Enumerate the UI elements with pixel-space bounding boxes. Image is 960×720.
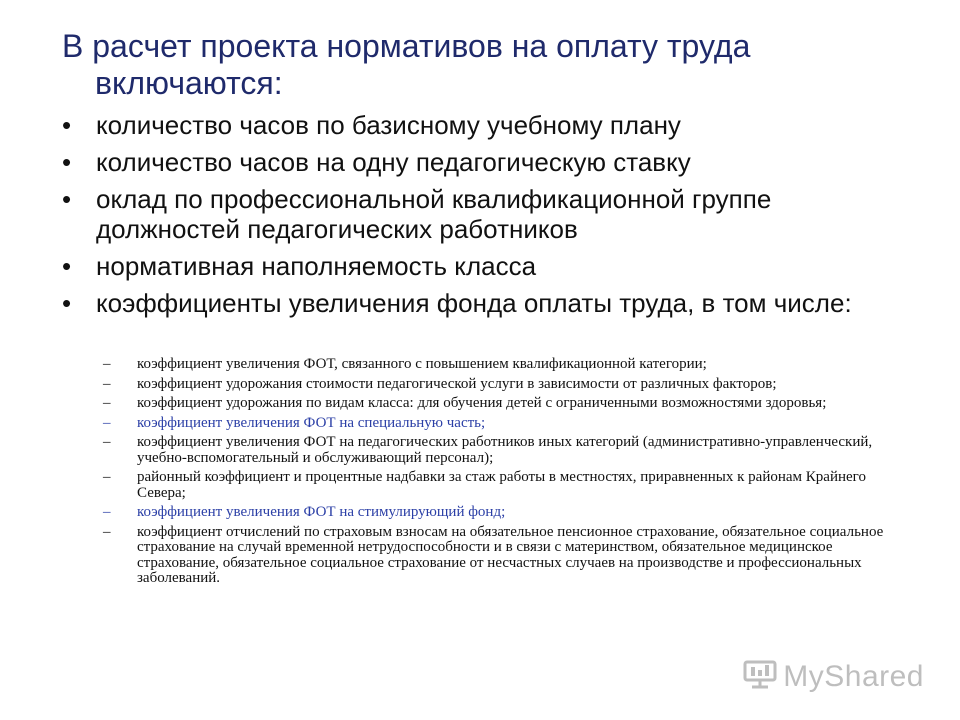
- sub-bullet-item: – коэффициент отчислений по страховым взносам на обязательное пенсионное страхование, обязательное социальное страхование на случай временной нетрудоспособности и в связи с материнством, обязательное медицинское страхование, обязательное социальное страхование от несчастных случаев на производстве и профессиональных заболеваний.: [103, 525, 903, 587]
- sub-bullet-item-highlighted: – коэффициент увеличения ФОТ на специальную часть;: [103, 416, 903, 432]
- presentation-screen-icon: [743, 659, 777, 694]
- sub-bullet-list: [103, 357, 903, 591]
- bullet-item: • оклад по профессиональной квалификационной группе должностей педагогических работников: [62, 184, 922, 244]
- bullet-item: • нормативная наполняемость класса: [62, 251, 922, 281]
- sub-bullet-item: – коэффициент увеличения ФОТ, связанного с повышением квалификационной категории;: [103, 357, 903, 373]
- sub-bullet-item: – коэффициент удорожания стоимости педагогической услуги в зависимости от различных факторов;: [103, 377, 903, 393]
- sub-bullet-item: – коэффициент увеличения ФОТ на педагогических работников иных категорий (административно-управленческий, учебно-вспомогательный и обслуживающий персонал);: [103, 435, 903, 466]
- bullet-item: • коэффициенты увеличения фонда оплаты труда, в том числе:: [62, 288, 922, 318]
- bullet-item: • количество часов на одну педагогическую ставку: [62, 147, 922, 177]
- bullet-item: • количество часов по базисному учебному плану: [62, 110, 922, 140]
- sub-bullet-item-highlighted: – коэффициент увеличения ФОТ на стимулирующий фонд;: [103, 505, 903, 521]
- title-line-2: включаются:: [95, 65, 283, 101]
- sub-bullet-item: – коэффициент удорожания по видам класса: для обучения детей с ограниченными возможностями здоровья;: [103, 396, 903, 412]
- title-line-1: В расчет проекта нормативов на оплату труда: [62, 28, 751, 64]
- slide-title: [62, 28, 922, 102]
- bullet-list: [62, 110, 922, 325]
- watermark-text: MyShared: [783, 659, 924, 693]
- sub-bullet-item: – районный коэффициент и процентные надбавки за стаж работы в местностях, приравненных к районам Крайнего Севера;: [103, 470, 903, 501]
- watermark: [743, 659, 924, 694]
